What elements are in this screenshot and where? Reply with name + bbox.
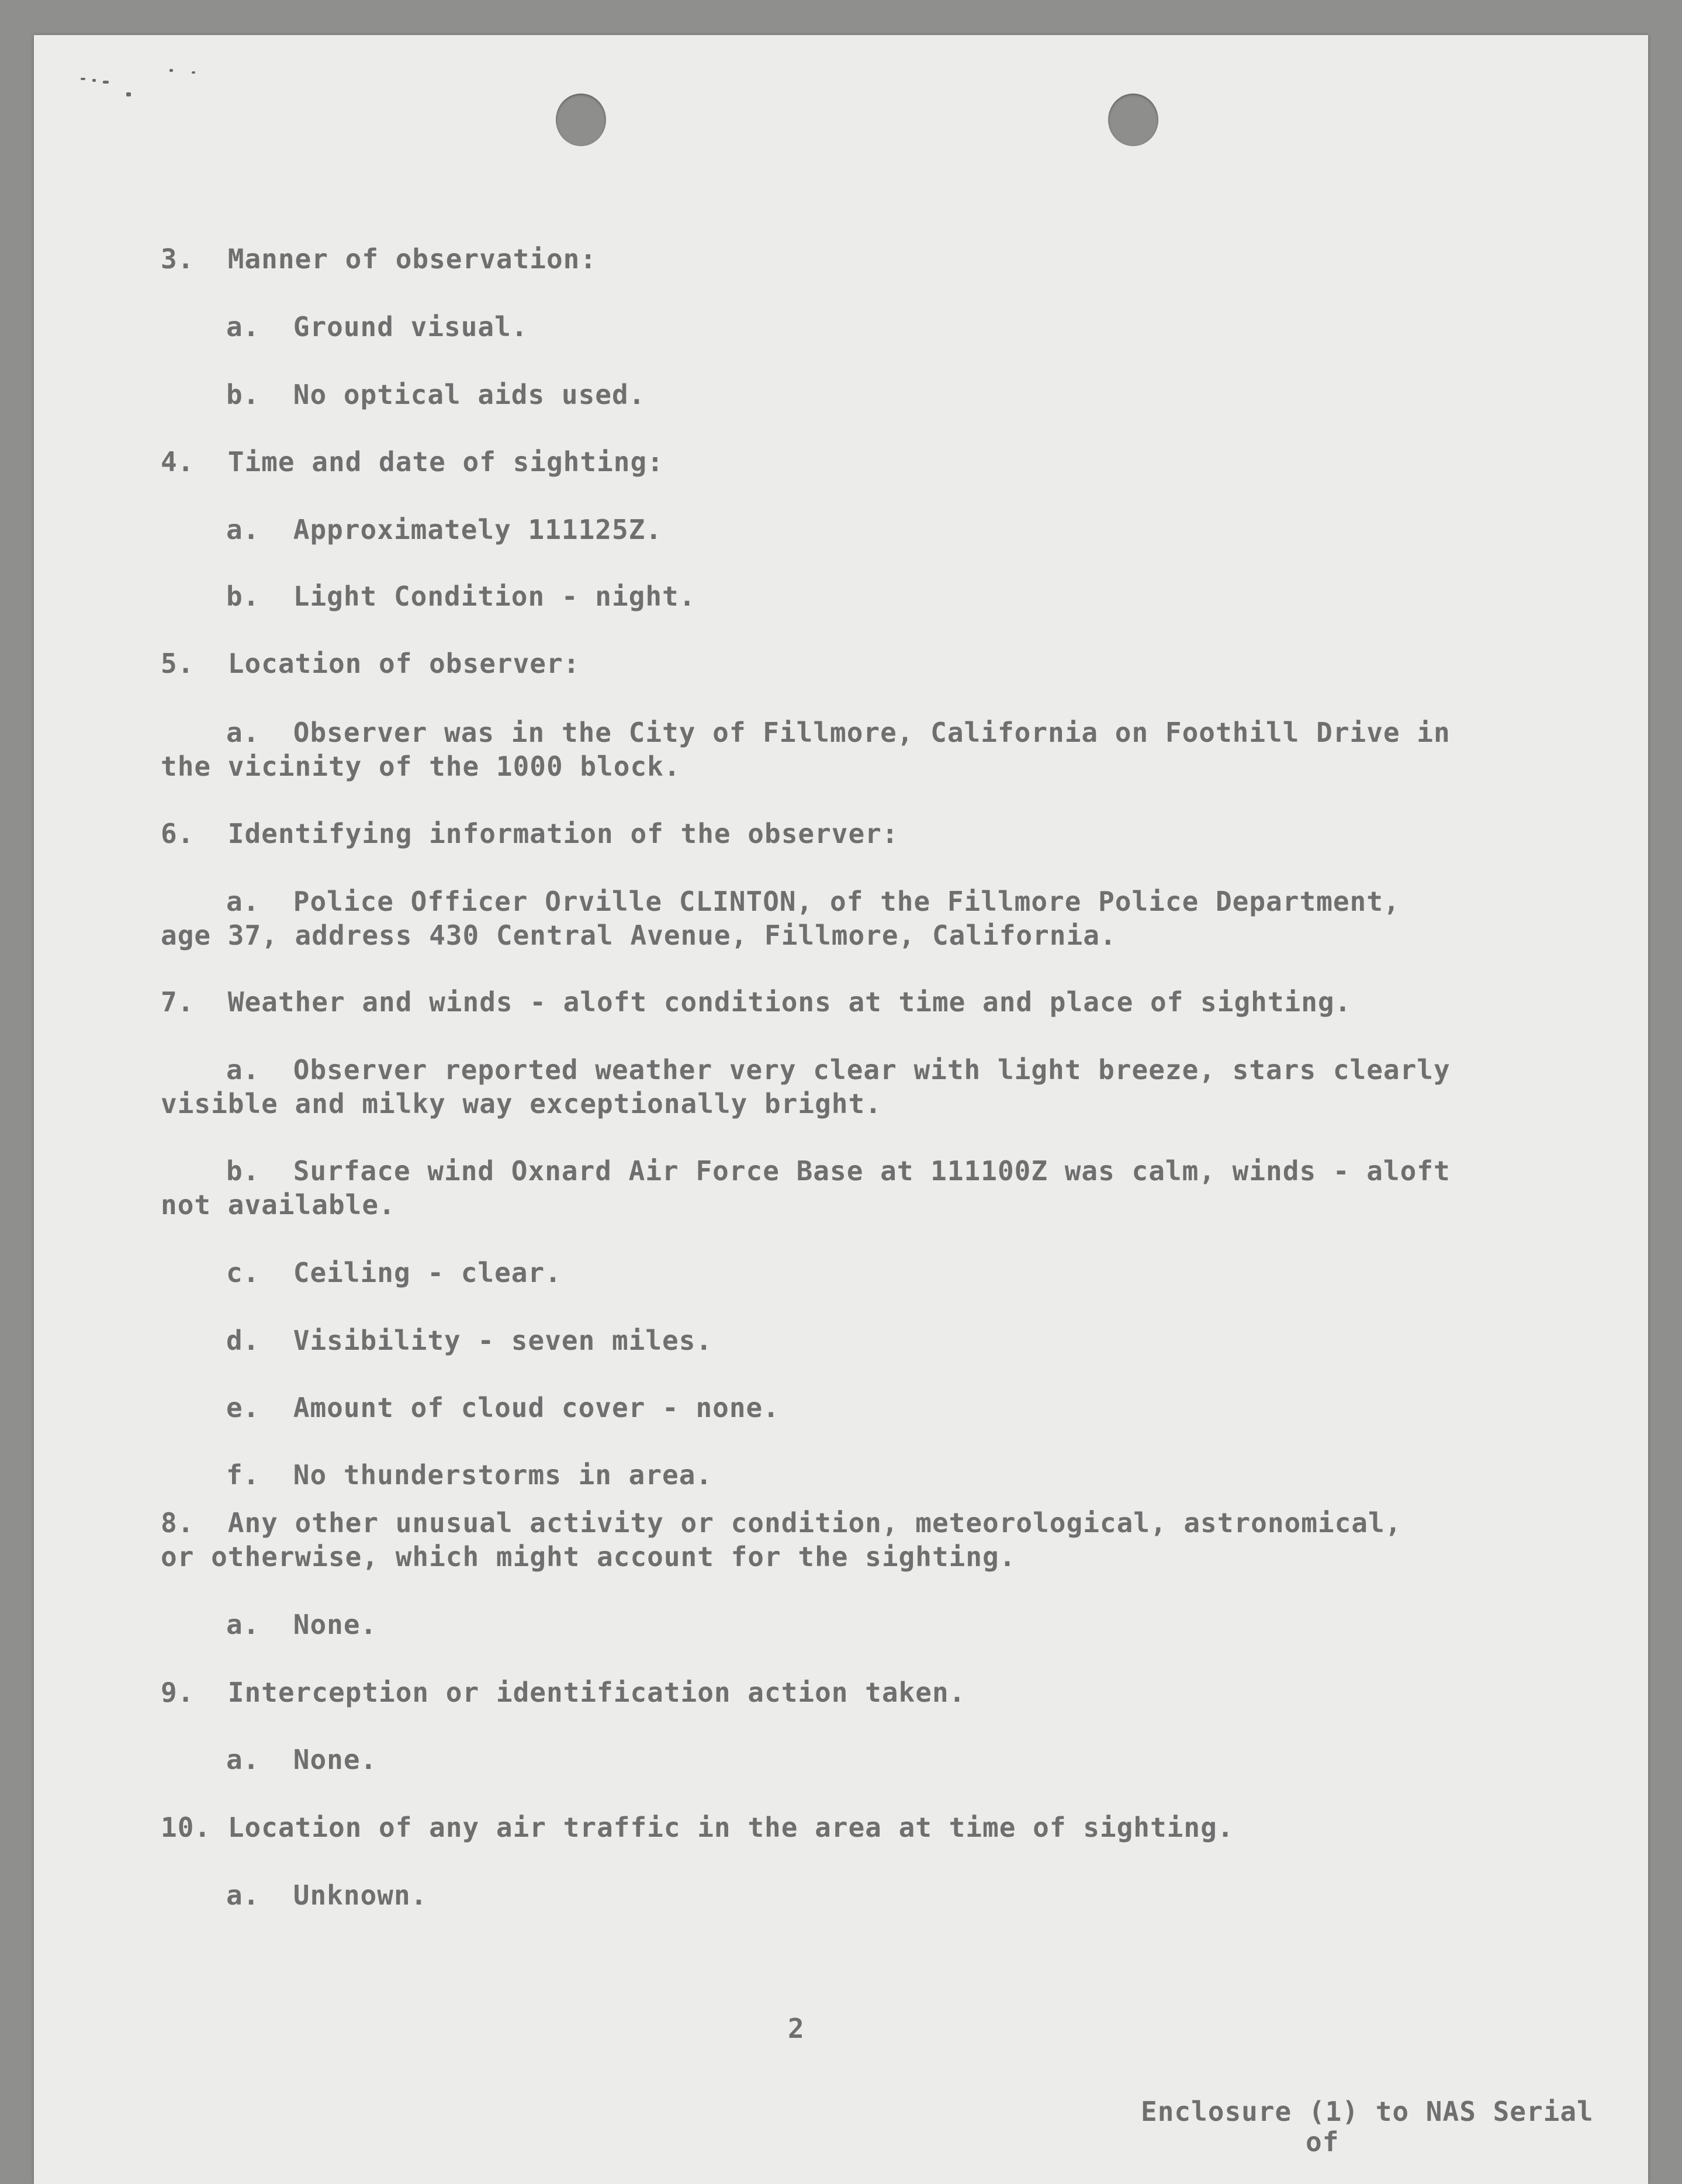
item-8-heading-continuation: or otherwise, which might account for the sighting.: [161, 1541, 1016, 1573]
ink-speck: [92, 79, 96, 82]
item-9-heading: 9. Interception or identification action taken.: [161, 1677, 966, 1708]
item-4-heading: 4. Time and date of sighting:: [161, 446, 664, 478]
item-7-heading: 7. Weather and winds - aloft conditions at time and place of sighting.: [161, 986, 1352, 1018]
item-3a: a. Ground visual.: [226, 311, 528, 343]
item-7b: b. Surface wind Oxnard Air Force Base at 111100Z was calm, winds - aloft: [226, 1155, 1451, 1187]
item-8-heading: 8. Any other unusual activity or condition, meteorological, astronomical,: [161, 1507, 1402, 1539]
item-7a-continuation: visible and milky way exceptionally bright.: [161, 1088, 882, 1119]
ink-speck: [103, 81, 109, 84]
item-4a: a. Approximately 111125Z.: [226, 514, 663, 545]
item-7f: f. No thunderstorms in area.: [226, 1459, 713, 1491]
item-8a: a. None.: [226, 1609, 378, 1640]
item-6a-continuation: age 37, address 430 Central Avenue, Fillmore, California.: [161, 920, 1117, 951]
item-5a-continuation: the vicinity of the 1000 block.: [161, 751, 681, 782]
item-9a: a. None.: [226, 1744, 378, 1775]
item-6a: a. Police Officer Orville CLINTON, of the Fillmore Police Department,: [226, 886, 1400, 917]
item-7a: a. Observer reported weather very clear with light breeze, stars clearly: [226, 1054, 1451, 1086]
ink-speck: [169, 69, 173, 72]
document-page: [34, 35, 1648, 2184]
item-7e: e. Amount of cloud cover - none.: [226, 1392, 780, 1423]
ink-speck: [192, 71, 195, 74]
item-4b: b. Light Condition - night.: [226, 580, 696, 612]
item-7b-continuation: not available.: [161, 1189, 396, 1221]
item-7c: c. Ceiling - clear.: [226, 1257, 562, 1288]
ink-speck: [81, 78, 85, 80]
item-5-heading: 5. Location of observer:: [161, 648, 580, 679]
item-7d: d. Visibility - seven miles.: [226, 1325, 713, 1356]
punch-hole-left: [556, 94, 606, 146]
enclosure-line-2: of: [1306, 2126, 1340, 2158]
ink-speck: [126, 92, 131, 96]
item-3-heading: 3. Manner of observation:: [161, 243, 597, 275]
page-number: 2: [788, 2013, 805, 2044]
item-10a: a. Unknown.: [226, 1879, 428, 1911]
punch-hole-right: [1108, 94, 1158, 146]
item-6-heading: 6. Identifying information of the observer:: [161, 818, 899, 849]
item-10-heading: 10. Location of any air traffic in the area at time of sighting.: [161, 1812, 1234, 1843]
enclosure-line-1: Enclosure (1) to NAS Serial: [1141, 2096, 1594, 2127]
item-3b: b. No optical aids used.: [226, 379, 646, 410]
item-5a: a. Observer was in the City of Fillmore, California on Foothill Drive in: [226, 717, 1451, 748]
